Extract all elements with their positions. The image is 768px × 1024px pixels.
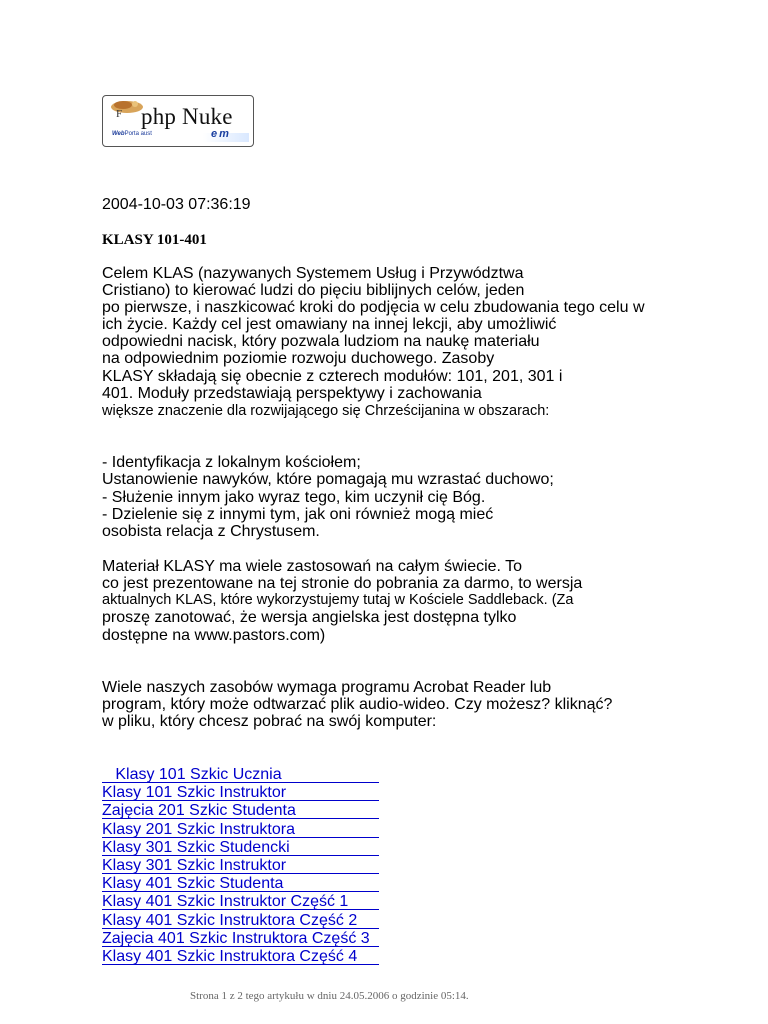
download-links xyxy=(102,766,379,966)
logo-tag: em xyxy=(211,128,231,140)
text-line: program, który może odtwarzać plik audio-wideo. Czy możesz? kliknąć? xyxy=(102,696,613,713)
link-klasy-401-instruktora-czesc-2[interactable]: Klasy 401 Szkic Instruktora Część 2 xyxy=(102,912,379,929)
link-klasy-401-instruktora-czesc-4[interactable]: Klasy 401 Szkic Instruktora Część 4 xyxy=(102,948,379,965)
splash-graphic-icon xyxy=(109,98,145,114)
logo-brand: php Nuke xyxy=(141,104,233,129)
link-klasy-201-szkic-instruktora[interactable]: Klasy 201 Szkic Instruktora xyxy=(102,821,379,838)
text-line: ich życie. Każdy cel jest omawiany na innej lekcji, aby umożliwić xyxy=(102,316,557,333)
article-title: KLASY 101-401 xyxy=(102,232,207,248)
text-line: - Służenie innym jako wyraz tego, kim uczynił cię Bóg. xyxy=(102,489,486,506)
text-line: po pierwsze, i naszkicować kroki do podjęcia w celu zbudowania tego celu w xyxy=(102,299,645,316)
text-line: na odpowiednim poziomie rozwoju duchowego. Zasoby xyxy=(102,350,495,367)
text-line: KLASY składają się obecnie z czterech modułów: 101, 201, 301 i xyxy=(102,368,563,385)
page-footer: Strona 1 z 2 tego artykułu w dniu 24.05.2006 o godzinie 05:14. xyxy=(190,990,469,1002)
link-zajecia-401-instruktora-czesc-3[interactable]: Zajęcia 401 Szkic Instruktora Część 3 xyxy=(102,929,379,947)
text-line: Ustanowienie nawyków, które pomagają mu wzrastać duchowo; xyxy=(102,471,554,488)
link-klasy-401-szkic-studenta[interactable]: Klasy 401 Szkic Studenta xyxy=(102,875,379,892)
text-line: - Identyfikacja z lokalnym kościołem; xyxy=(102,454,361,471)
text-line: Celem KLAS (nazywanych Systemem Usług i Przywództwa xyxy=(102,265,524,282)
text-line: Cristiano) to kierować ludzi do pięciu biblijnych celów, jeden xyxy=(102,282,525,299)
text-line: osobista relacja z Chrystusem. xyxy=(102,523,320,540)
text-line: - Dzielenie się z innymi tym, jak oni również mogą mieć xyxy=(102,506,494,523)
logo-letter: F xyxy=(116,108,123,120)
article-date: 2004-10-03 07:36:19 xyxy=(102,196,251,213)
text-line: dostępne na www.pastors.com) xyxy=(102,627,326,644)
text-line: co jest prezentowane na tej stronie do pobrania za darmo, to wersja xyxy=(102,575,583,592)
phpnuke-logo xyxy=(102,95,254,147)
link-zajecia-201-szkic-studenta[interactable]: Zajęcia 201 Szkic Studenta xyxy=(102,802,379,819)
text-line: odpowiedni nacisk, który pozwala ludziom na naukę materiału xyxy=(102,333,540,350)
text-line: Wiele naszych zasobów wymaga programu Acrobat Reader lub xyxy=(102,679,552,696)
link-klasy-401-instruktor-czesc-1[interactable]: Klasy 401 Szkic Instruktor Część 1 xyxy=(102,893,379,910)
text-line: w pliku, który chcesz pobrać na swój komputer: xyxy=(102,713,437,730)
text-line: Materiał KLASY ma wiele zastosowań na całym świecie. To xyxy=(102,558,523,575)
text-line: większe znaczenie dla rozwijającego się Chrześcijanina w obszarach: xyxy=(102,403,550,419)
text-line: proszę zanotować, że wersja angielska jest dostępna tylko xyxy=(102,609,517,626)
text-line: 401. Moduły przedstawiają perspektywy i zachowania xyxy=(102,385,482,402)
text-line: aktualnych KLAS, które wykorzystujemy tutaj w Kościele Saddleback. (Za xyxy=(102,592,574,608)
link-klasy-301-szkic-instruktor[interactable]: Klasy 301 Szkic Instruktor xyxy=(102,857,379,874)
logo-subtitle: WebPorta aust xyxy=(112,131,152,137)
link-klasy-101-szkic-instruktor[interactable]: Klasy 101 Szkic Instruktor xyxy=(102,784,379,801)
link-klasy-101-szkic-ucznia[interactable]: Klasy 101 Szkic Ucznia xyxy=(102,766,379,783)
link-klasy-301-szkic-studencki[interactable]: Klasy 301 Szkic Studencki xyxy=(102,839,379,856)
